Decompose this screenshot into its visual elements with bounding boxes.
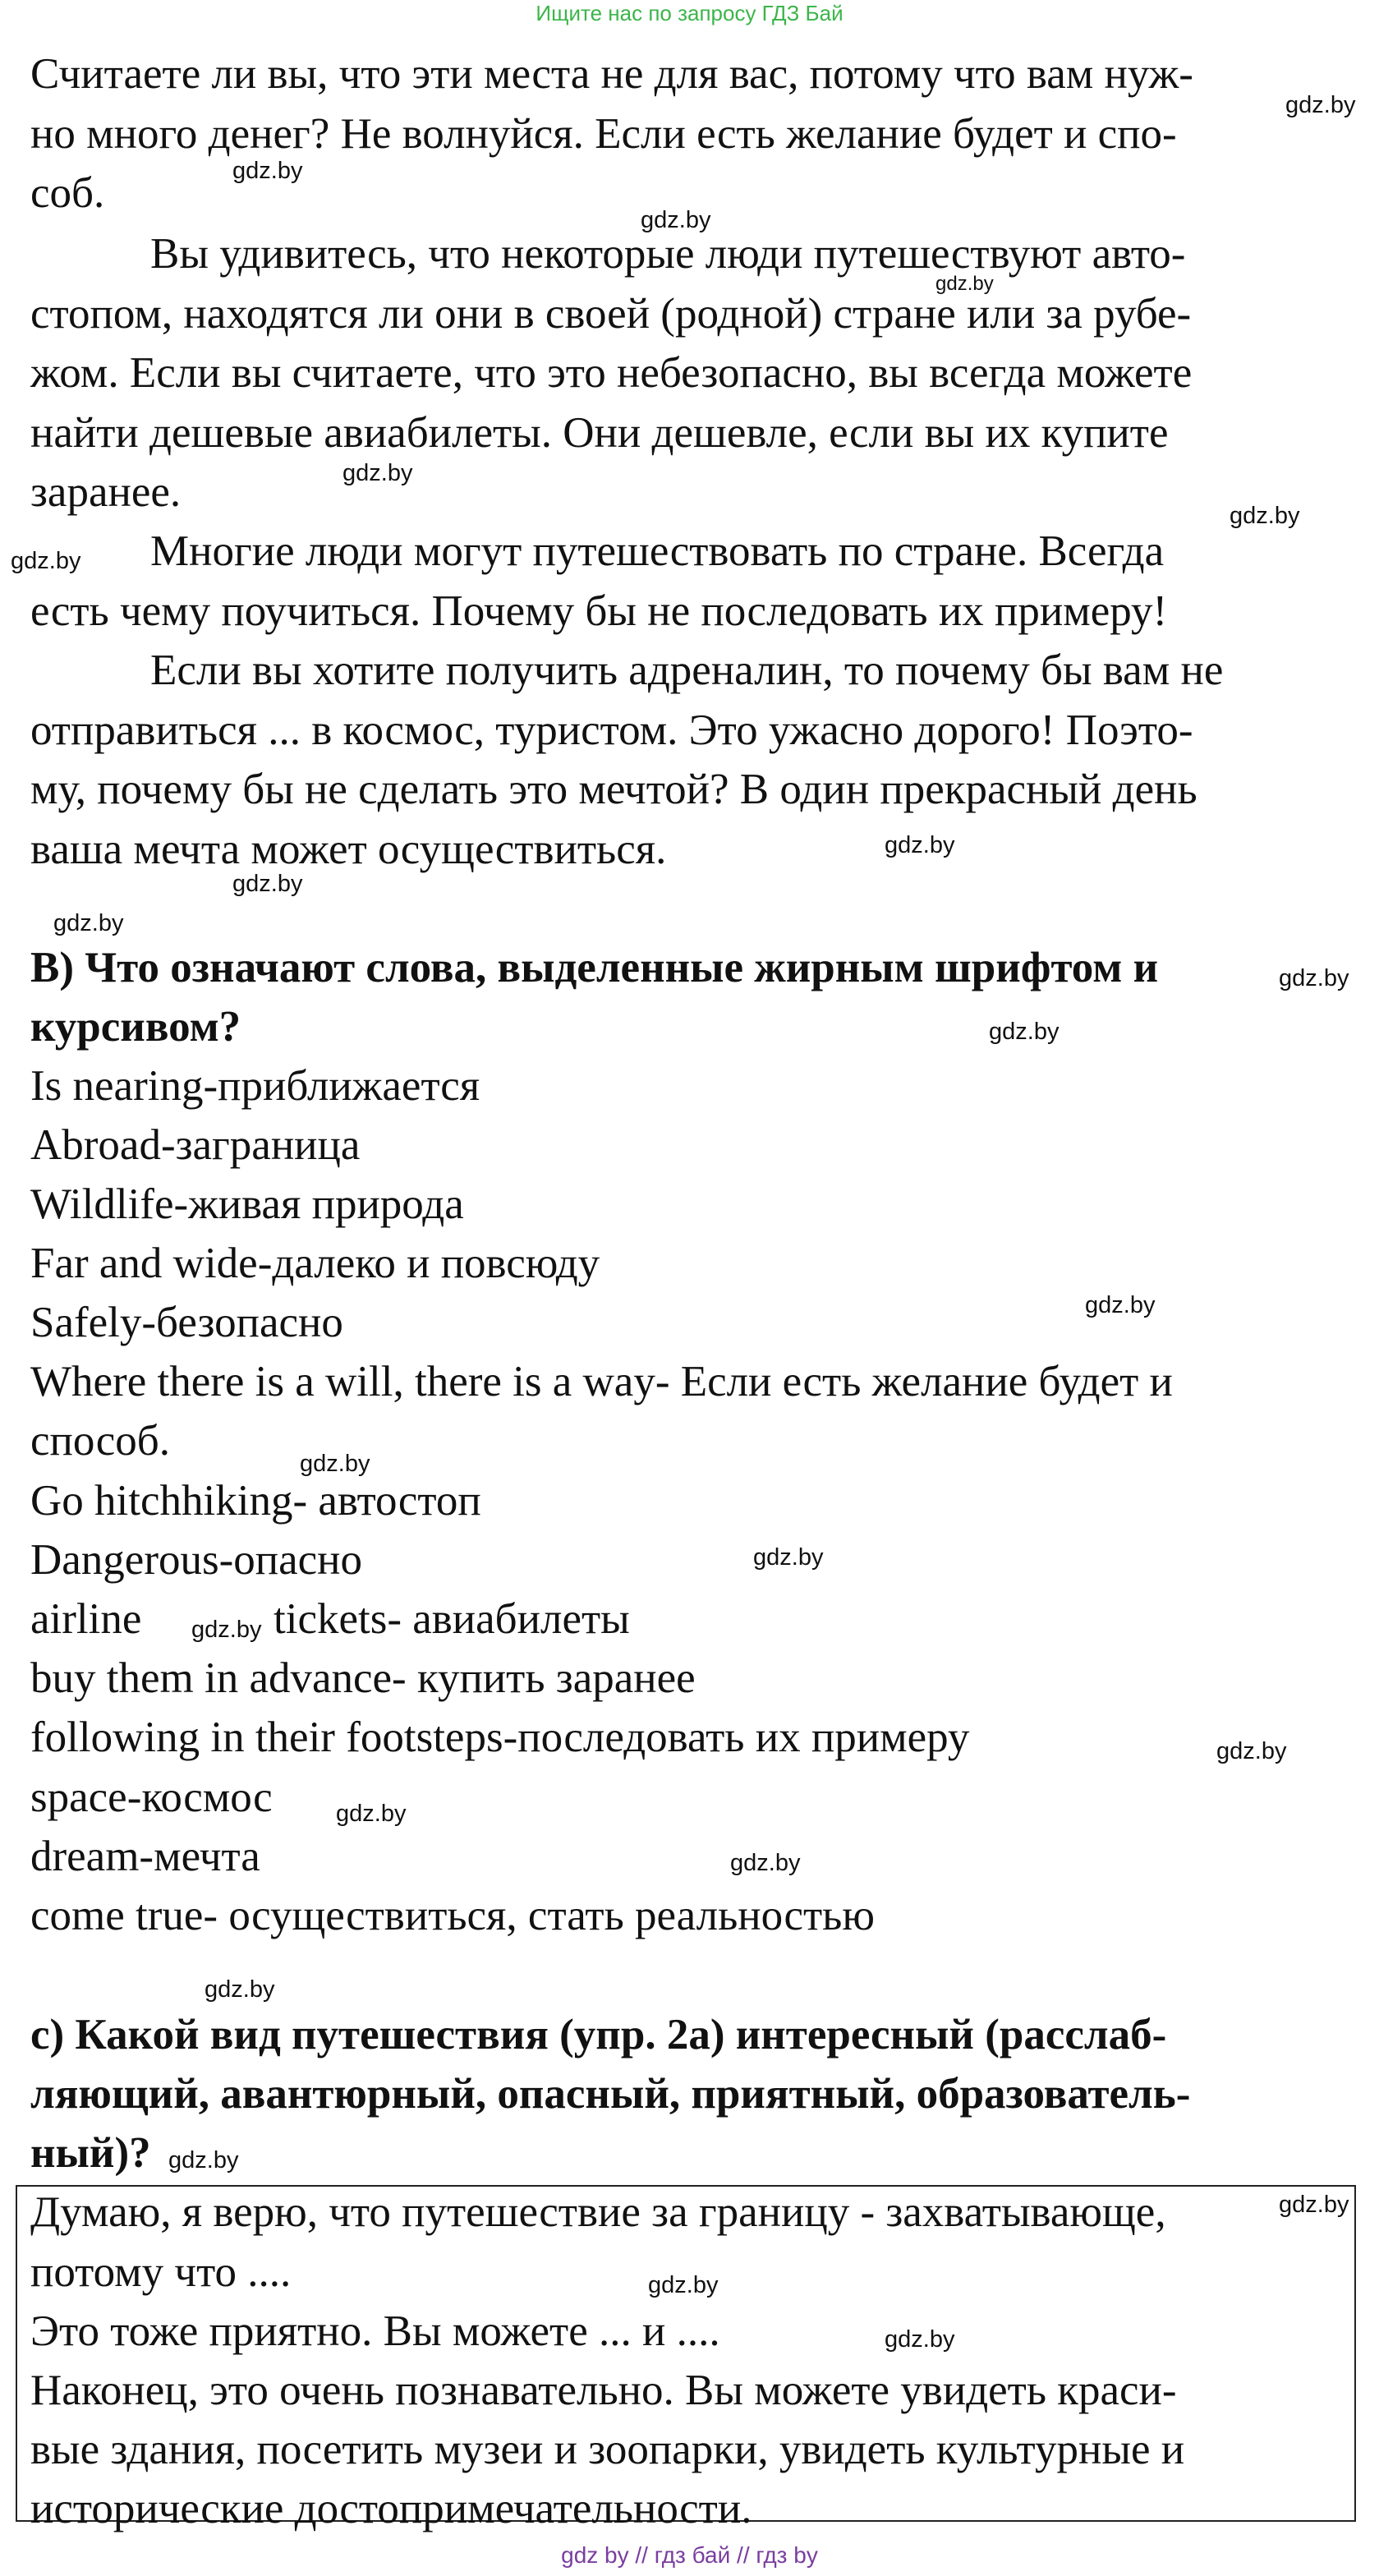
paragraph-2-line-2: стопом, находятся ли они в своей (родной) стране или за рубе- xyxy=(30,290,1192,338)
vocab-item: способ. xyxy=(30,1417,170,1465)
watermark: gdz.by xyxy=(11,548,81,574)
paragraph-2-line-4: найти дешевые авиабилеты. Они дешевле, если вы их купите xyxy=(30,409,1169,457)
watermark: gdz.by xyxy=(648,2272,719,2298)
vocab-item: Abroad-заграница xyxy=(30,1121,361,1169)
watermark: gdz.by xyxy=(1216,1738,1287,1764)
paragraph-1-line-2: но много денег? Не волнуйся. Если есть желание будет и спо- xyxy=(30,110,1177,158)
vocab-item: Go hitchhiking- автостоп xyxy=(30,1477,481,1525)
watermark: gdz.by xyxy=(336,1801,407,1827)
vocab-item: Safely-безопасно xyxy=(30,1299,343,1346)
watermark: gdz.by xyxy=(730,1850,801,1876)
top-banner[interactable]: Ищите нас по запросу ГДЗ Бай xyxy=(536,1,843,25)
vocab-item: dream-мечта xyxy=(30,1833,260,1880)
watermark: gdz.by xyxy=(753,1544,824,1571)
paragraph-4-line-2: отправиться ... в космос, туристом. Это ужасно дорого! Поэто- xyxy=(30,706,1193,754)
answer-line-1: Думаю, я верю, что путешествие за границу - захватывающе, xyxy=(30,2188,1166,2236)
watermark: gdz.by xyxy=(205,1976,275,2003)
watermark: gdz.by xyxy=(168,2147,239,2174)
answer-line-4: Наконец, это очень познавательно. Вы можете увидеть краси- xyxy=(30,2367,1177,2414)
answer-line-6: исторические достопримечательности. xyxy=(30,2485,752,2532)
answer-line-2: потому что .... xyxy=(30,2248,292,2296)
watermark: gdz.by xyxy=(885,2326,955,2353)
footer-links[interactable]: gdz by // гдз бай // гдз by xyxy=(561,2542,818,2568)
paragraph-2-line-5: заранее. xyxy=(30,468,182,516)
watermark: gdz.by xyxy=(1285,92,1356,118)
paragraph-4-line-1: Если вы хотите получить адреналин, то почему бы вам не xyxy=(150,646,1224,694)
paragraph-3-line-2: есть чему поучиться. Почему бы не последовать их примеру! xyxy=(30,587,1168,635)
paragraph-2-line-3: жом. Если вы считаете, что это небезопасно, вы всегда можете xyxy=(30,349,1193,397)
answer-line-5: вые здания, посетить музеи и зоопарки, увидеть культурные и xyxy=(30,2426,1185,2473)
watermark: gdz.by xyxy=(885,832,955,858)
watermark: gdz.by xyxy=(191,1617,262,1643)
vocab-item: space-космос xyxy=(30,1773,273,1821)
section-b-heading-line-2: курсивом? xyxy=(30,1003,241,1051)
watermark: gdz.by xyxy=(232,158,303,184)
watermark: gdz.by xyxy=(1279,965,1349,991)
vocab-item-airline: airline xyxy=(30,1595,142,1643)
section-b-heading-line-1: B) Что означают слова, выделенные жирным шрифтом и xyxy=(30,944,1159,991)
vocab-item: Where there is a will, there is a way- Если есть желание будет и xyxy=(30,1358,1173,1405)
watermark: gdz.by xyxy=(1279,2192,1349,2218)
watermark: gdz.by xyxy=(1085,1292,1156,1318)
watermark: gdz.by xyxy=(935,273,994,295)
watermark: gdz.by xyxy=(232,871,303,897)
section-c-heading-line-2: ляющий, авантюрный, опасный, приятный, образователь- xyxy=(30,2070,1191,2118)
paragraph-3-line-1: Многие люди могут путешествовать по стране. Всегда xyxy=(150,527,1165,575)
vocab-item-tickets: tickets- авиабилеты xyxy=(274,1595,630,1643)
watermark: gdz.by xyxy=(1230,503,1300,529)
paragraph-1-line-3: соб. xyxy=(30,169,105,217)
watermark: gdz.by xyxy=(989,1019,1060,1045)
vocab-item: Dangerous-опасно xyxy=(30,1536,363,1584)
watermark: gdz.by xyxy=(342,460,413,486)
vocab-item: Wildlife-живая природа xyxy=(30,1180,464,1228)
vocab-item: buy them in advance- купить заранее xyxy=(30,1654,696,1702)
vocab-item: following in their footsteps-последовать их примеру xyxy=(30,1714,970,1761)
vocab-item: come true- осуществиться, стать реальностью xyxy=(30,1892,875,1939)
watermark: gdz.by xyxy=(53,910,124,936)
vocab-item: Is nearing-приближается xyxy=(30,1062,480,1110)
section-c-heading-line-1: c) Какой вид путешествия (упр. 2а) интересный (расслаб- xyxy=(30,2011,1167,2058)
watermark: gdz.by xyxy=(641,207,711,233)
paragraph-4-line-4: ваша мечта может осуществиться. xyxy=(30,826,667,873)
paragraph-2-line-1: Вы удивитесь, что некоторые люди путешествуют авто- xyxy=(150,230,1186,278)
watermark: gdz.by xyxy=(300,1451,370,1477)
answer-line-3: Это тоже приятно. Вы можете ... и .... xyxy=(30,2307,720,2355)
paragraph-4-line-3: му, почему бы не сделать это мечтой? В один прекрасный день xyxy=(30,766,1197,813)
section-c-heading-line-3: ный)? xyxy=(30,2129,151,2177)
paragraph-1-line-1: Считаете ли вы, что эти места не для вас, потому что вам нуж- xyxy=(30,50,1193,98)
vocab-item: Far and wide-далеко и повсюду xyxy=(30,1240,600,1287)
